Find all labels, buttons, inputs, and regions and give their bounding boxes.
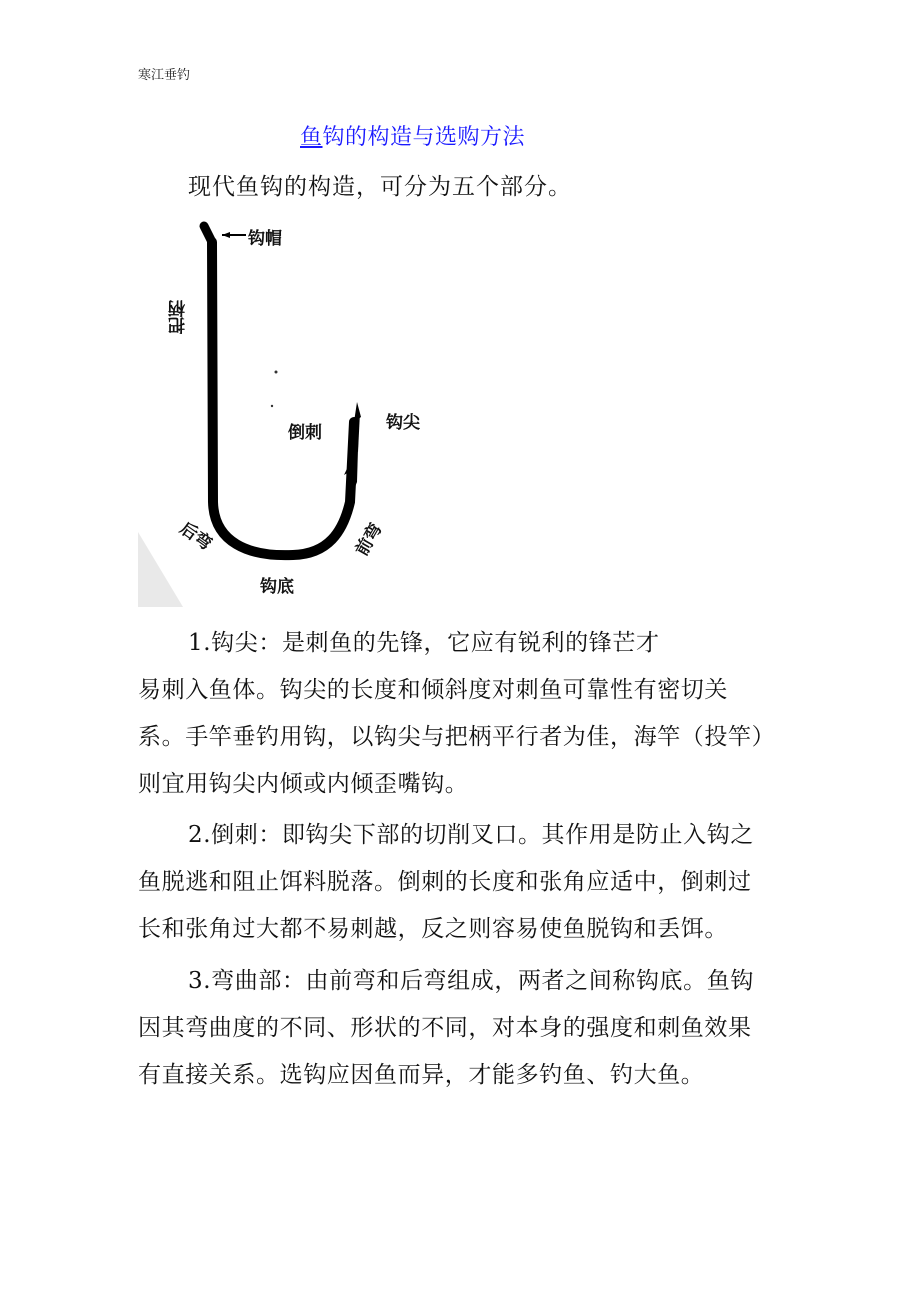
intro-text: 现代鱼钩的构造，可分为五个部分。 — [188, 174, 572, 200]
page-title — [300, 120, 525, 151]
label-barb: 倒刺 — [288, 423, 322, 443]
label-point: 钩尖 — [386, 413, 420, 433]
section-line: 2.倒刺：即钩尖下部的切削叉口。其作用是防止入钩之 — [188, 822, 754, 848]
title-first-char: 鱼 — [300, 125, 323, 150]
section-line: 有直接关系。选钩应因鱼而异，才能多钓鱼、钓大鱼。 — [138, 1062, 705, 1088]
section-line: 1.钩尖：是刺鱼的先锋，它应有锐利的锋芒才 — [188, 630, 660, 656]
label-shank: 把柄 — [169, 300, 189, 334]
section-line: 因其弯曲度的不同、形状的不同，对本身的强度和刺鱼效果 — [138, 1015, 752, 1041]
section-line: 易刺入鱼体。钩尖的长度和倾斜度对刺鱼可靠性有密切关 — [138, 677, 728, 703]
section-line: 系。手竿垂钓用钩，以钩尖与把柄平行者为佳，海竿（投竿） — [138, 724, 776, 750]
fishhook-diagram — [138, 212, 438, 607]
label-hook-cap: 钩帽 — [248, 229, 282, 249]
section-line: 鱼脱逃和阻止饵料脱落。倒刺的长度和张角应适中，倒刺过 — [138, 869, 752, 895]
section-line: 则宜用钩尖内倾或内倾歪嘴钩。 — [138, 771, 469, 797]
section-hook-point — [138, 620, 788, 808]
section-line: 长和张角过大都不易刺越，反之则容易使鱼脱钩和丢饵。 — [138, 916, 728, 942]
label-rear-bend: 后弯 — [175, 518, 216, 555]
label-front-bend: 前弯 — [352, 520, 387, 560]
section-barb — [138, 812, 788, 953]
title-rest: 钩的构造与选购方法 — [322, 125, 526, 150]
section-bend — [138, 958, 788, 1099]
header-note: 寒江垂钓 — [138, 68, 191, 83]
label-bottom: 钩底 — [260, 577, 294, 597]
section-line: 3.弯曲部：由前弯和后弯组成，两者之间称钩底。鱼钩 — [188, 968, 754, 994]
